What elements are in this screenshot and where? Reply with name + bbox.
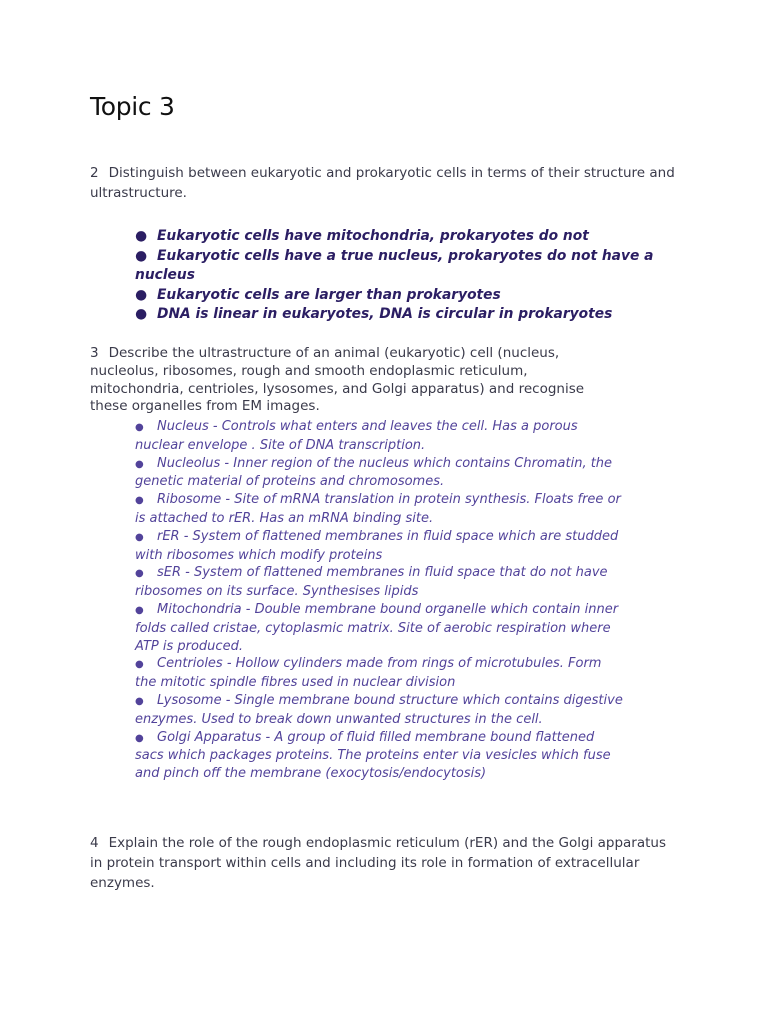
bullet-icon: ●: [135, 732, 144, 744]
list-item: ● Eukaryotic cells have mitochondria, prokaryotes do not: [135, 227, 695, 247]
bullet-icon: ●: [135, 247, 148, 264]
list-item: ● Mitochondria - Double membrane bound organelle which contain inner folds called cristae, cytoplasmic matrix. Site of aerobic respiration where ATP is produced.: [135, 601, 619, 654]
list-item: ● Eukaryotic cells are larger than prokaryotes: [135, 286, 695, 306]
list-item: ● Centrioles - Hollow cylinders made from rings of microtubules. Form the mitotic spindle fibres used in nuclear division: [135, 656, 602, 691]
bullet-icon: ●: [135, 458, 144, 470]
list-item: ● Nucleus - Controls what enters and leaves the cell. Has a porous nuclear envelope . Site of DNA transcription.: [135, 419, 578, 453]
list-item: ● Lysosome - Single membrane bound structure which contains digestive enzymes. Used to break down unwanted structures in the cell.: [135, 692, 623, 727]
question-3: [90, 345, 600, 416]
bullet-icon: ●: [135, 286, 148, 303]
question-number: 4: [90, 835, 99, 851]
list-item: ● rER - System of flattened membranes in fluid space which are studded with ribosomes which modify proteins: [135, 528, 619, 563]
question-number: 3: [90, 345, 99, 361]
question-2: [90, 163, 690, 203]
bullet-icon: ●: [135, 531, 144, 543]
page-title: Topic 3: [90, 92, 175, 121]
bullet-icon: ●: [135, 568, 144, 580]
list-item: ● Golgi Apparatus - A group of fluid filled membrane bound flattened sacs which packages proteins. The proteins enter via vesicles which fuse and pinch off the membrane (exocytosis/endocytosis): [135, 729, 611, 782]
question-4: [90, 833, 670, 893]
question-text: Describe the ultrastructure of an animal (eukaryotic) cell (nucleus, nucleolus, ribosomes, rough and smooth endoplasmic reticulum, mitochondria, centrioles, lysosomes, and Golgi apparatus) and recognise these organelles from EM images.: [90, 345, 585, 415]
bullet-icon: ●: [135, 604, 144, 616]
answer-list-2: [135, 227, 695, 325]
bullet-icon: ●: [135, 228, 148, 244]
list-item: ● DNA is linear in eukaryotes, DNA is circular in prokaryotes: [135, 305, 695, 325]
question-text: Explain the role of the rough endoplasmic reticulum (rER) and the Golgi apparatus in protein transport within cells and including its role in formation of extracellular enzymes.: [90, 835, 667, 891]
bullet-icon: ●: [135, 695, 144, 707]
bullet-icon: ●: [135, 422, 144, 433]
question-text: Distinguish between eukaryotic and prokaryotic cells in terms of their structure and ultrastructure.: [90, 165, 675, 201]
answer-list-3: [135, 418, 625, 783]
bullet-icon: ●: [135, 659, 144, 671]
bullet-icon: ●: [135, 306, 148, 322]
question-number: 2: [90, 165, 99, 181]
list-item: ● sER - System of flattened membranes in fluid space that do not have ribosomes on its surface. Synthesises lipids: [135, 565, 608, 600]
list-item: ● Ribosome - Site of mRNA translation in protein synthesis. Floats free or is attached to rER. Has an mRNA binding site.: [135, 492, 621, 526]
bullet-icon: ●: [135, 495, 144, 507]
list-item: ● Nucleolus - Inner region of the nucleus which contains Chromatin, the genetic material of proteins and chromosomes.: [135, 455, 613, 490]
list-item: ● Eukaryotic cells have a true nucleus, prokaryotes do not have a nucleus: [135, 247, 654, 283]
